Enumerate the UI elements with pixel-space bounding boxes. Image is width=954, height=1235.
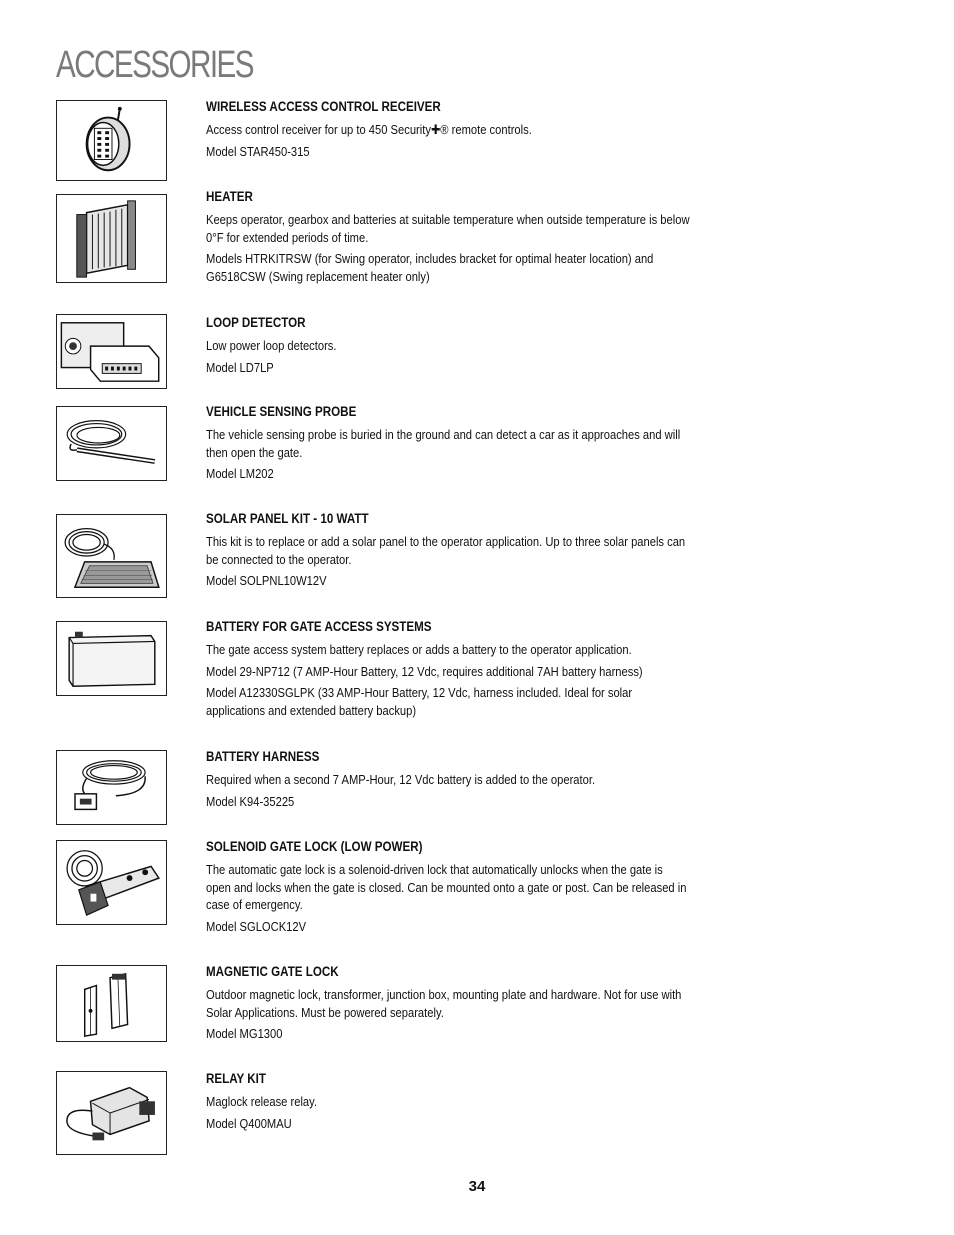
item-description: The gate access system battery replaces or adds a battery to the operator application.: [206, 642, 632, 657]
item-model: Model STAR450-315: [206, 143, 310, 159]
item-description: Maglock release relay.: [206, 1094, 318, 1109]
item-heading: BATTERY FOR GATE ACCESS SYSTEMS: [206, 619, 432, 634]
magnetic-lock-icon: [56, 965, 167, 1042]
item-heading: WIRELESS ACCESS CONTROL RECEIVER: [206, 99, 441, 114]
item-model: Model LD7LP: [206, 359, 274, 375]
item-heading: SOLENOID GATE LOCK (LOW POWER): [206, 839, 423, 854]
sensing-probe-icon: [56, 406, 167, 481]
battery-icon: [56, 621, 167, 696]
item-model: Model SOLPNL10W12V: [206, 573, 327, 588]
item-description: Access control receiver for up to 450 Security✚® remote controls.: [206, 122, 532, 137]
item-description: Keeps operator, gearbox and batteries at suitable temperature when outside temperature is below 0°F for extended periods of time.: [206, 212, 690, 245]
item-description: Required when a second 7 AMP-Hour, 12 Vdc battery is added to the operator.: [206, 772, 596, 787]
item-heading: BATTERY HARNESS: [206, 749, 320, 764]
item-description: The vehicle sensing probe is buried in the ground and can detect a car as it approaches and will then open the gate.: [206, 427, 681, 460]
item-description: Low power loop detectors.: [206, 338, 337, 353]
item-description: This kit is to replace or add a solar panel to the operator application. Up to three solar panels can be connected to the operator.: [206, 534, 686, 567]
item-description: The automatic gate lock is a solenoid-driven lock that automatically unlocks when the gate is open and locks when the gate is closed. Can be mounted onto a gate or post. Can be released in case of emergency.: [206, 862, 687, 912]
page-number: 34: [468, 1178, 486, 1195]
item-heading: HEATER: [206, 189, 253, 204]
item-heading: LOOP DETECTOR: [206, 315, 306, 330]
item-model: Model 29-NP712 (7 AMP-Hour Battery, 12 Vdc, requires additional 7AH battery harness): [206, 663, 643, 679]
item-model: Model LM202: [206, 466, 274, 481]
solenoid-lock-icon: [56, 840, 167, 925]
solar-panel-icon: [56, 514, 167, 598]
heater-icon: [56, 194, 167, 283]
item-model: Model SGLOCK12V: [206, 918, 307, 934]
loop-detector-icon: [56, 314, 167, 389]
item-model: Model K94-35225: [206, 793, 295, 809]
item-heading: SOLAR PANEL KIT - 10 WATT: [206, 511, 369, 526]
receiver-icon: [56, 100, 167, 181]
page-title: ACCESSORIES: [56, 44, 253, 86]
item-heading: MAGNETIC GATE LOCK: [206, 964, 339, 979]
item-model: Model MG1300: [206, 1026, 283, 1041]
item-heading: VEHICLE SENSING PROBE: [206, 404, 357, 419]
item-model: Models HTRKITRSW (for Swing operator, includes bracket for optimal heater location) and G6518CSW (Swing replacement heater only): [206, 251, 654, 284]
item-description: Outdoor magnetic lock, transformer, junction box, mounting plate and hardware. Not for use with Solar Applications. Must be powered separately.: [206, 987, 682, 1020]
relay-kit-icon: [56, 1071, 167, 1155]
item-model: Model Q400MAU: [206, 1115, 292, 1131]
item-model: Model A12330SGLPK (33 AMP-Hour Battery, 12 Vdc, harness included. Ideal for solar applications and extended battery backup): [206, 685, 633, 718]
battery-harness-icon: [56, 750, 167, 825]
item-heading: RELAY KIT: [206, 1071, 267, 1086]
